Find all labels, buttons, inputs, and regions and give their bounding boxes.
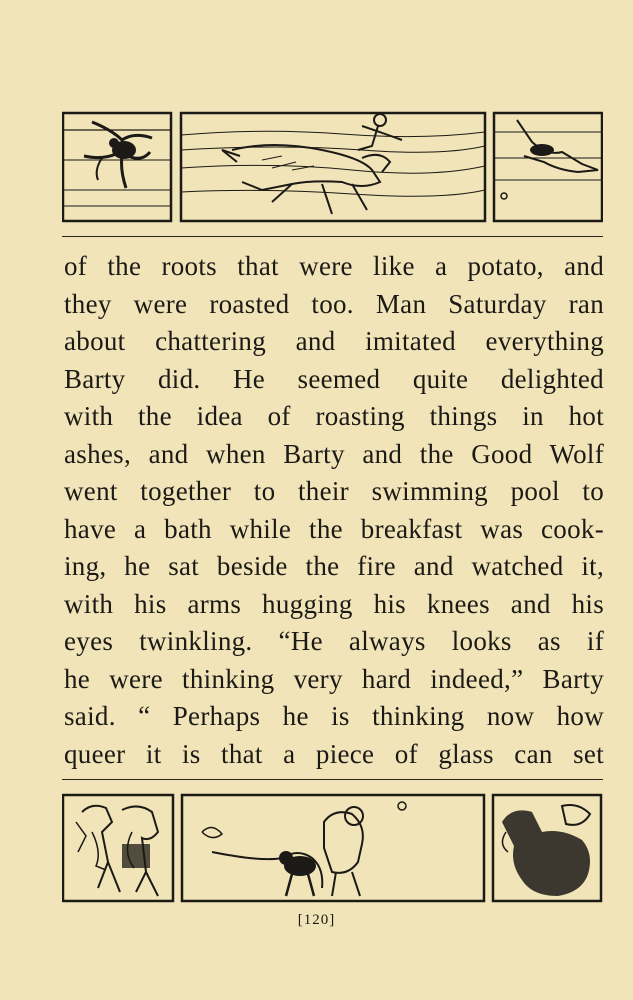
text-line: said. “ Perhaps he is thinking now how	[64, 701, 604, 731]
top-divider	[62, 236, 603, 237]
text-line: ing, he sat beside the fire and watched it,	[64, 551, 604, 581]
text-line: of the roots that were like a potato, and	[64, 251, 604, 281]
child-riding-wolf-illustration	[181, 113, 485, 221]
bottom-illustration-svg	[62, 792, 603, 904]
page-number: [120]	[297, 912, 336, 928]
text-line: went together to their swimming pool to	[64, 476, 604, 506]
bear-illustration	[493, 795, 601, 901]
figures-walking-illustration	[63, 795, 173, 901]
text-line: Barty did. He seemed quite delighted	[64, 363, 604, 394]
bottom-illustration-strip	[62, 792, 603, 904]
monkey-swinging-illustration	[63, 113, 171, 221]
text-line: about chattering and imitated everything	[64, 326, 604, 356]
text-line: queer it is that a piece of glass can set	[64, 738, 604, 769]
text-line: have a bath while the breakfast was cook-	[64, 513, 604, 544]
text-line: they were roasted too. Man Saturday ran	[64, 288, 604, 319]
top-illustration-strip	[62, 110, 603, 225]
bottom-divider	[62, 779, 603, 780]
top-illustration-svg	[62, 110, 603, 225]
bird-flying-illustration	[494, 113, 602, 221]
text-line: with the idea of roasting things in hot	[64, 401, 604, 431]
body-text	[64, 248, 604, 773]
text-line: he were thinking very hard indeed,” Barty	[64, 663, 604, 694]
monkey-and-child-illustration	[182, 795, 484, 901]
text-line: ashes, and when Barty and the Good Wolf	[64, 438, 604, 469]
text-line: with his arms hugging his knees and his	[64, 588, 604, 619]
text-line: eyes twinkling. “He always looks as if	[64, 626, 604, 656]
